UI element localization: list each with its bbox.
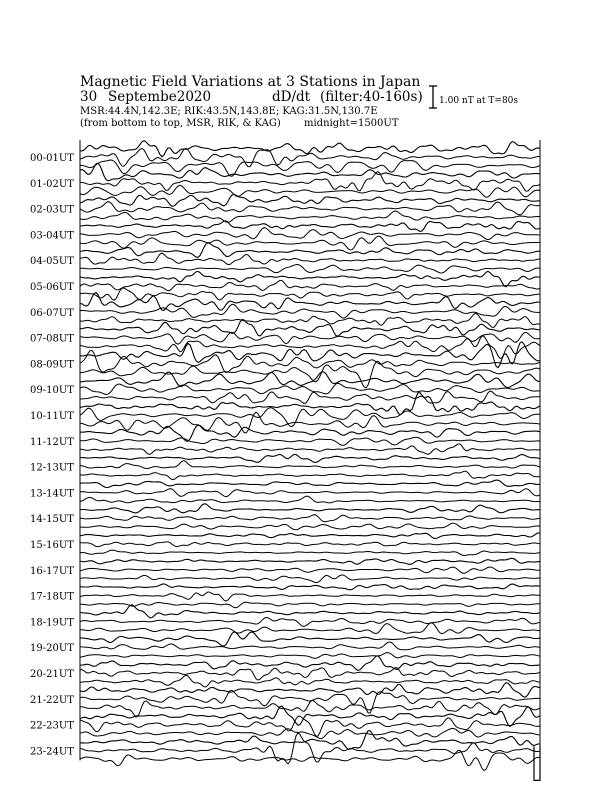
trace-kag-09-10ut bbox=[80, 372, 540, 388]
trace-msr-15-16ut bbox=[80, 550, 540, 555]
trace-msr-19-20ut bbox=[80, 653, 540, 659]
hour-label: 08-09UT bbox=[30, 359, 74, 371]
hour-label: 18-19UT bbox=[30, 617, 74, 629]
hour-label: 15-16UT bbox=[30, 540, 74, 551]
trace-kag-11-12ut bbox=[80, 425, 540, 441]
trace-msr-14-15ut bbox=[80, 523, 540, 530]
trace-rik-19-20ut bbox=[80, 642, 540, 650]
hour-label: 21-22UT bbox=[30, 694, 74, 706]
hour-label: 02-03UT bbox=[30, 204, 74, 216]
hour-label: 20-21UT bbox=[30, 669, 74, 680]
midnight-note: midnight=1500UT bbox=[304, 118, 399, 129]
station-order-note: (from bottom to top, MSR, RIK, & KAG) bbox=[80, 118, 281, 129]
hour-label: 19-20UT bbox=[30, 643, 74, 655]
trace-msr-06-07ut bbox=[80, 313, 540, 327]
stations-info: MSR:44.4N,142.3E; RIK:43.5N,143.8E; KAG:31.5N,130.7E bbox=[80, 106, 378, 117]
hour-label: 16-17UT bbox=[30, 565, 74, 577]
trace-rik-12-13ut bbox=[80, 461, 540, 469]
trace-msr-07-08ut bbox=[80, 336, 540, 358]
trace-kag-19-20ut bbox=[80, 632, 540, 646]
hour-label: 06-07UT bbox=[30, 307, 74, 319]
hour-label: 13-14UT bbox=[30, 488, 74, 500]
trace-kag-00-01ut bbox=[80, 141, 540, 157]
trace-msr-02-03ut bbox=[80, 211, 540, 222]
trace-msr-09-10ut bbox=[80, 391, 540, 403]
trace-rik-11-12ut bbox=[80, 437, 540, 445]
chart-title: Magnetic Field Variations at 3 Stations in Japan bbox=[80, 74, 421, 90]
trace-msr-23-24ut bbox=[80, 751, 540, 771]
hour-label: 22-23UT bbox=[30, 720, 74, 732]
hour-label: 12-13UT bbox=[30, 462, 74, 474]
scale-label: 1.00 nT at T=80s bbox=[439, 96, 519, 106]
trace-rik-08-09ut bbox=[80, 350, 540, 372]
quantity-label: dD/dt bbox=[272, 89, 311, 105]
hour-label: 14-15UT bbox=[30, 514, 74, 526]
trace-kag-04-05ut bbox=[80, 243, 540, 257]
trace-msr-17-18ut bbox=[80, 602, 540, 608]
trace-rik-04-05ut bbox=[80, 253, 540, 265]
trace-msr-03-04ut bbox=[80, 236, 540, 250]
trace-msr-22-23ut bbox=[80, 728, 540, 738]
trace-kag-17-18ut bbox=[80, 584, 540, 590]
trace-msr-05-06ut bbox=[80, 288, 540, 300]
trace-rik-13-14ut bbox=[80, 489, 540, 497]
trace-rik-05-06ut bbox=[80, 280, 540, 290]
trace-kag-13-14ut bbox=[80, 480, 540, 487]
trace-msr-16-17ut bbox=[80, 575, 540, 583]
trace-rik-20-21ut bbox=[80, 667, 540, 680]
trace-kag-21-22ut bbox=[80, 683, 540, 697]
trace-rik-03-04ut bbox=[80, 228, 540, 240]
trace-kag-06-07ut bbox=[80, 293, 540, 311]
trace-rik-18-19ut bbox=[80, 617, 540, 626]
hour-label: 05-06UT bbox=[30, 282, 74, 293]
hour-label: 01-02UT bbox=[30, 178, 74, 190]
date-month-year: Septembe2020 bbox=[108, 89, 212, 105]
trace-kag-02-03ut bbox=[80, 194, 540, 206]
trace-kag-03-04ut bbox=[80, 221, 540, 232]
trace-rik-09-10ut bbox=[80, 383, 540, 394]
trace-lines bbox=[80, 141, 540, 771]
hour-label: 00-01UT bbox=[30, 153, 74, 164]
trace-msr-01-02ut bbox=[80, 185, 540, 197]
hour-label: 17-18UT bbox=[30, 591, 74, 603]
hour-label: 07-08UT bbox=[30, 333, 74, 345]
trace-kag-07-08ut bbox=[80, 320, 540, 337]
hour-label: 09-10UT bbox=[30, 385, 74, 397]
trace-rik-16-17ut bbox=[80, 567, 540, 573]
hour-labels bbox=[30, 153, 74, 757]
hour-label: 23-24UT bbox=[30, 746, 74, 758]
trace-msr-20-21ut bbox=[80, 675, 540, 687]
trace-rik-01-02ut bbox=[80, 172, 540, 192]
trace-kag-01-02ut bbox=[80, 163, 540, 181]
trace-rik-14-15ut bbox=[80, 515, 540, 522]
date-day: 30 bbox=[80, 89, 98, 105]
hour-label: 10-11UT bbox=[30, 411, 74, 422]
hour-label: 03-04UT bbox=[30, 230, 74, 242]
trace-msr-04-05ut bbox=[80, 265, 540, 274]
trace-kag-15-16ut bbox=[80, 533, 540, 539]
trace-kag-16-17ut bbox=[80, 558, 540, 564]
filter-label: (filter:40-160s) bbox=[320, 89, 423, 105]
trace-msr-11-12ut bbox=[80, 444, 540, 454]
trace-rik-17-18ut bbox=[80, 592, 540, 601]
trace-rik-02-03ut bbox=[80, 202, 540, 215]
trace-kag-12-13ut bbox=[80, 454, 540, 462]
trace-rik-06-07ut bbox=[80, 304, 540, 318]
trace-kag-18-19ut bbox=[80, 605, 540, 618]
trace-kag-14-15ut bbox=[80, 504, 540, 513]
scale-bar bbox=[429, 86, 518, 108]
hour-label: 04-05UT bbox=[30, 256, 74, 268]
trace-msr-13-14ut bbox=[80, 496, 540, 503]
trace-msr-18-19ut bbox=[80, 623, 540, 634]
trace-kag-20-21ut bbox=[80, 656, 540, 671]
hour-label: 11-12UT bbox=[30, 436, 74, 448]
trace-msr-12-13ut bbox=[80, 471, 540, 479]
trace-rik-15-16ut bbox=[80, 542, 540, 547]
